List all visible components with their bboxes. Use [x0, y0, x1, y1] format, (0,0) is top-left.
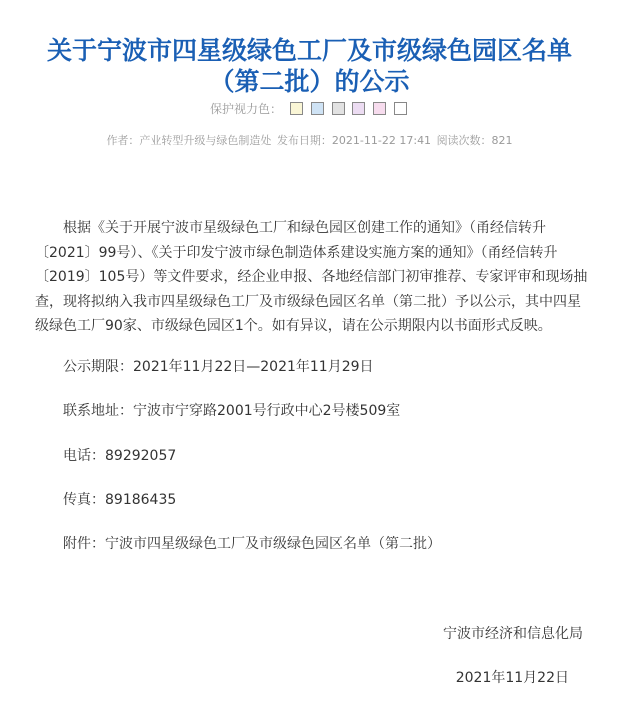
eye-protection-color-picker: [0, 100, 619, 117]
color-swatch-gray[interactable]: [332, 102, 345, 115]
author-text: 作者：产业转型升级与绿色制造处: [106, 134, 272, 147]
eye-protection-label: 保护视力色：: [210, 101, 283, 116]
notice-body: [35, 216, 590, 339]
read-count: 阅读次数：821: [436, 134, 513, 147]
body-line: 〔2021〕99号）、《关于印发宁波市绿色制造体系建设实施方案的通知》（甬经信转升: [35, 244, 558, 261]
color-swatch-blue[interactable]: [311, 102, 324, 115]
page-title-line1: 关于宁波市四星级绿色工厂及市级绿色园区名单: [46, 36, 572, 65]
body-line: 查，现将拟纳入我市四星级绿色工厂及市级绿色园区名单（第二批）予以公示，其中四星: [35, 293, 581, 310]
color-swatch-purple[interactable]: [352, 102, 365, 115]
color-swatch-yellow[interactable]: [290, 102, 303, 115]
signature-org: 宁波市经济和信息化局: [443, 626, 583, 642]
fax-number: 传真：89186435: [63, 492, 177, 508]
page-title-line2: （第二批）的公示: [209, 67, 410, 96]
signature-date: 2021年11月22日: [455, 670, 569, 686]
color-swatch-pink[interactable]: [373, 102, 386, 115]
phone-number: 电话：89292057: [63, 448, 177, 464]
publicity-period: 公示期限：2021年11月22日—2021年11月29日: [63, 359, 374, 375]
attachment-link[interactable]: 附件：宁波市四星级绿色工厂及市级绿色园区名单（第二批）: [63, 536, 441, 552]
body-line: 〔2019〕105号）等文件要求，经企业申报、各地经信部门初审推荐、专家评审和现场抽: [35, 269, 588, 285]
body-line: 级绿色工厂90家、市级绿色园区1个。如有异议，请在公示期限内以书面形式反映。: [35, 318, 552, 334]
publish-date: 发布日期：2021-11-22 17:41: [276, 134, 432, 147]
contact-address: 联系地址：宁波市宁穿路2001号行政中心2号楼509室: [63, 403, 401, 419]
color-swatch-white[interactable]: [394, 102, 407, 115]
article-meta: [0, 133, 619, 149]
body-line: 根据《关于开展宁波市星级绿色工厂和绿色园区创建工作的通知》（甬经信转升: [63, 220, 546, 236]
